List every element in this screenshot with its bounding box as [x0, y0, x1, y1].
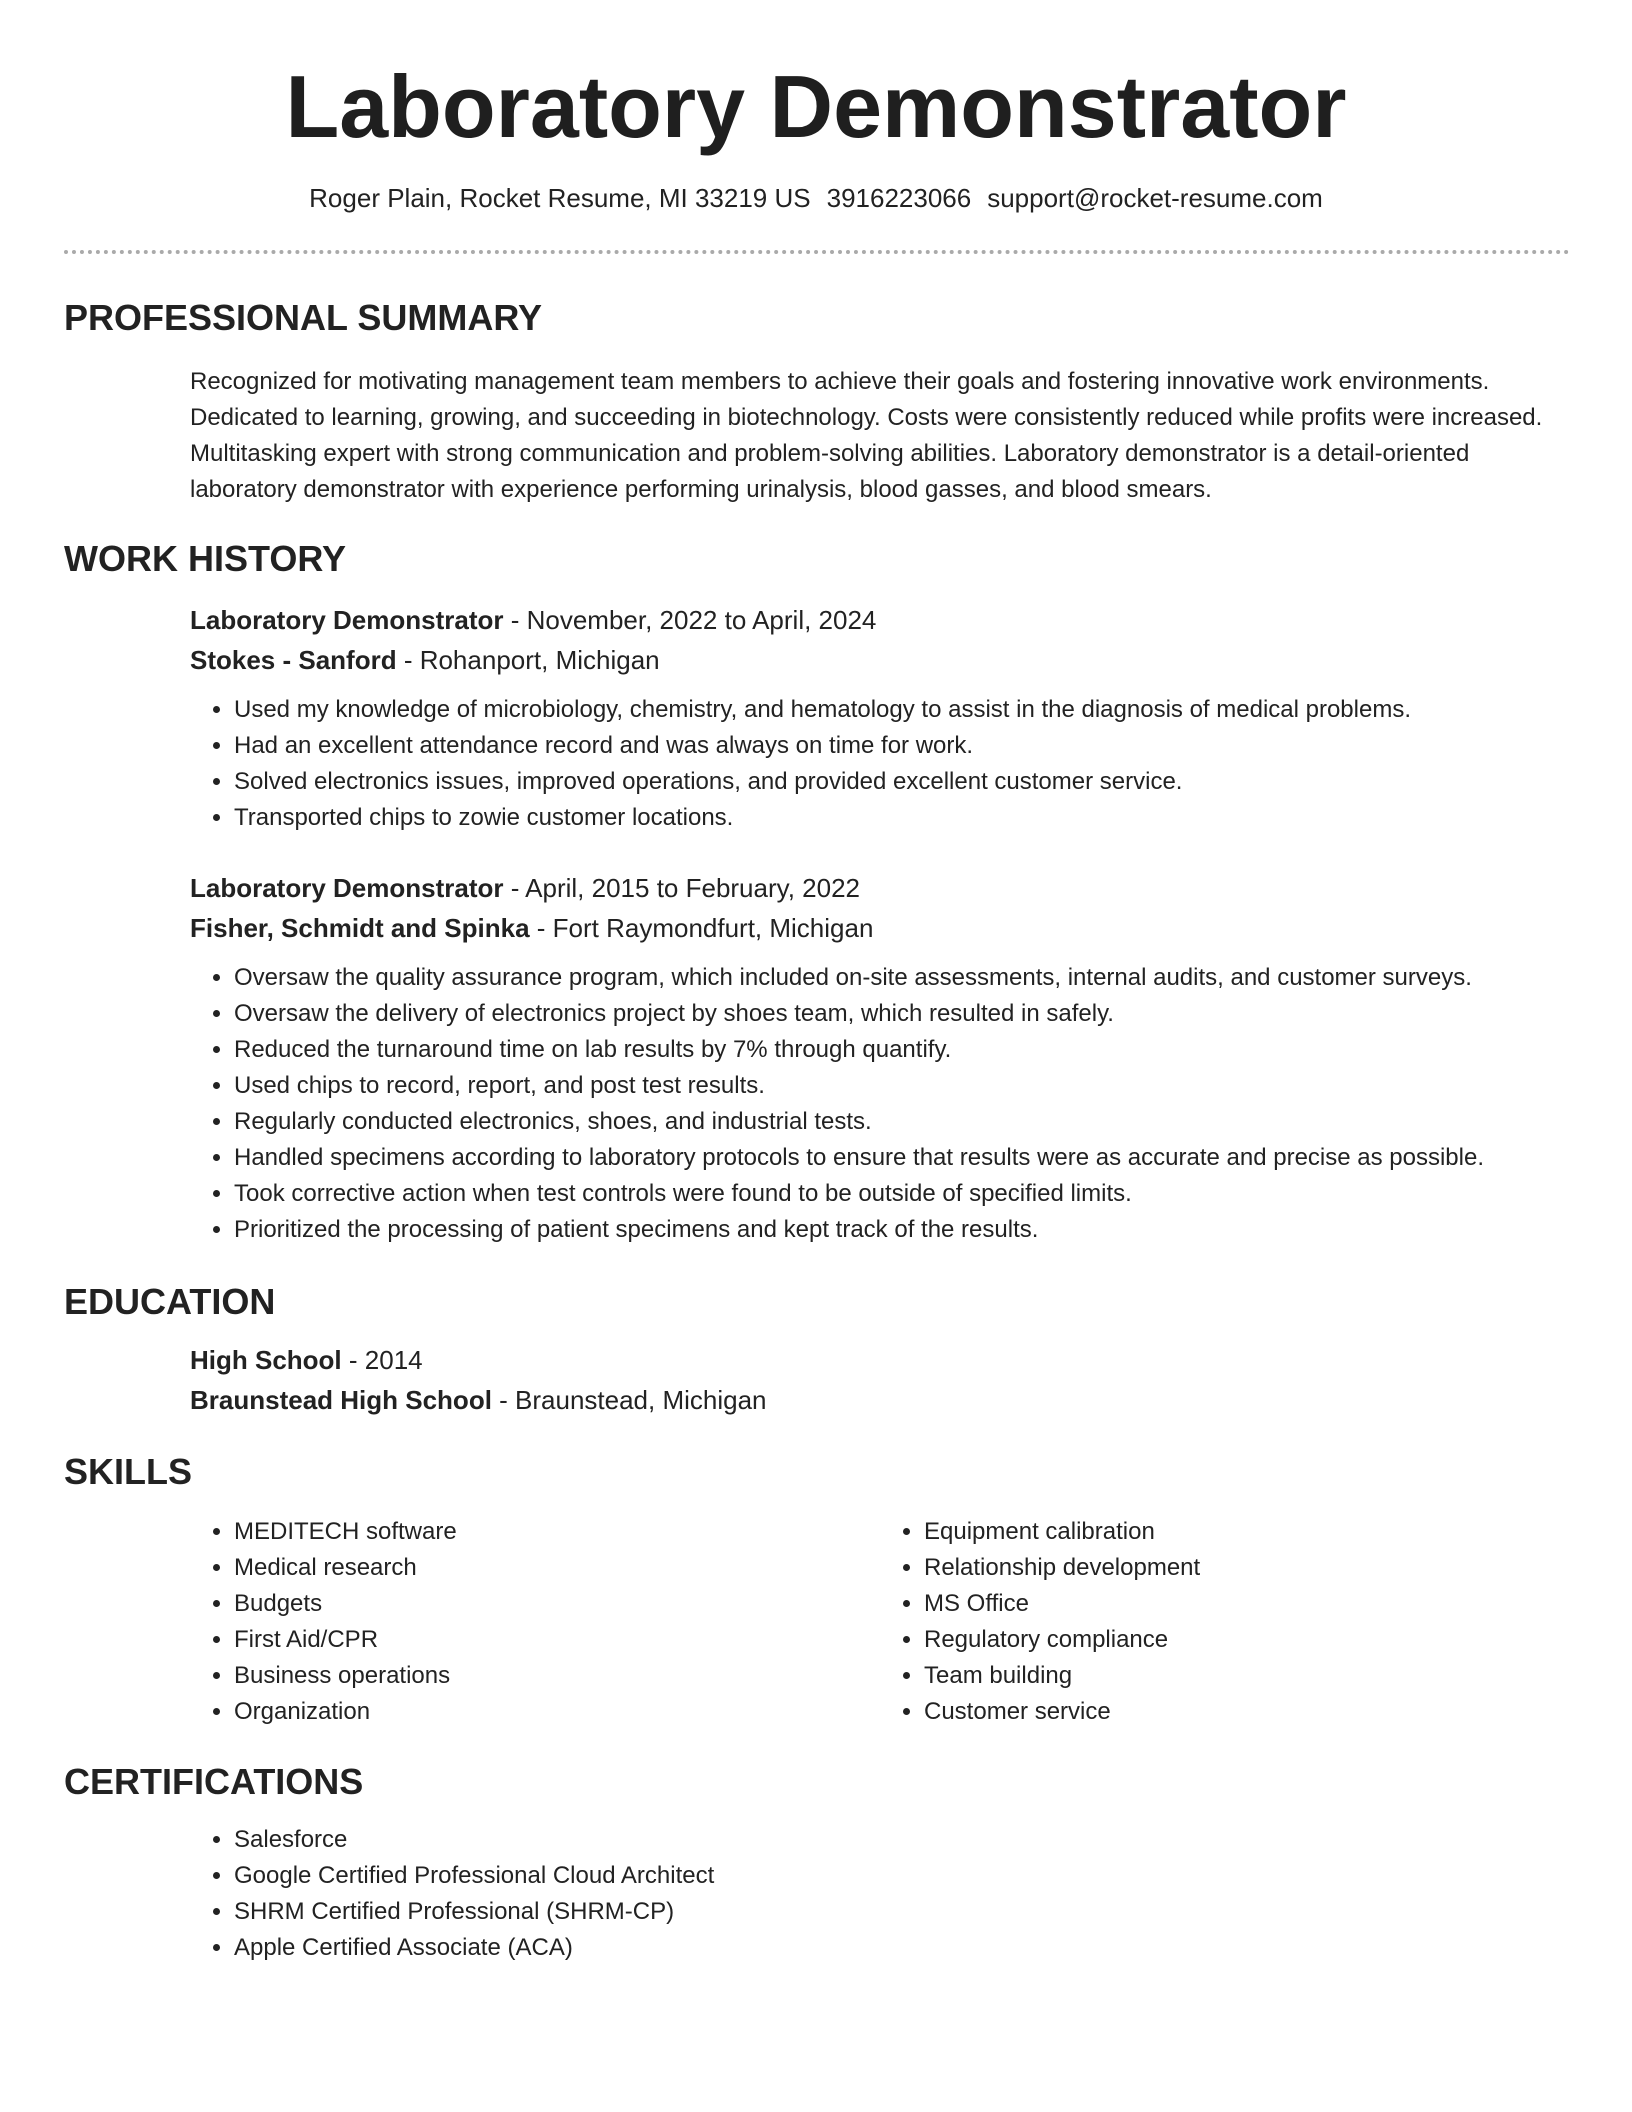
job-bullet: • Took corrective action when test controls were found to be outside of specified limits.	[234, 1176, 1570, 1212]
job-entry	[190, 868, 1570, 1248]
skill-item: • Relationship development	[924, 1550, 1570, 1586]
job-bullet: • Prioritized the processing of patient specimens and kept track of the results.	[234, 1212, 1570, 1248]
resume-name: Laboratory Demonstrator	[285, 57, 1347, 156]
education-school-line	[190, 1380, 1570, 1420]
job-company: Stokes - Sanford	[190, 645, 397, 675]
education-section	[190, 1340, 1570, 1420]
education-degree: High School	[190, 1345, 342, 1375]
job-bullet: • Solved electronics issues, improved operations, and provided excellent customer service.	[234, 764, 1570, 800]
job-title-line	[190, 868, 1570, 908]
job-bullet: • Oversaw the delivery of electronics project by shoes team, which resulted in safely.	[234, 996, 1570, 1032]
work-history-heading: WORK HISTORY	[64, 538, 347, 579]
job-bullet: • Reduced the turnaround time on lab results by 7% through quantify.	[234, 1032, 1570, 1068]
job-role: Laboratory Demonstrator	[190, 873, 504, 903]
summary-text: Recognized for motivating management team members to achieve their goals and fostering innovative work environments. Dedicated to learning, growing, and succeeding in biotechnology. Costs were consistently reduced while profits were increased. Multitasking expert with strong communication and problem-solving abilities. Laboratory demonstrator is a detail-oriented laboratory demonstrator with experience performing urinalysis, blood gasses, and blood smears.	[190, 368, 1543, 503]
job-bullet: • Regularly conducted electronics, shoes, and industrial tests.	[234, 1104, 1570, 1140]
job-company: Fisher, Schmidt and Spinka	[190, 913, 530, 943]
summary-heading: PROFESSIONAL SUMMARY	[64, 297, 543, 338]
skill-item: • Customer service	[924, 1694, 1570, 1730]
job-bullets	[190, 960, 1570, 1248]
job-company-line	[190, 640, 1570, 680]
certification-item: • SHRM Certified Professional (SHRM-CP)	[234, 1894, 1570, 1930]
job-dates: - April, 2015 to February, 2022	[503, 873, 860, 903]
skill-item: • Regulatory compliance	[924, 1622, 1570, 1658]
skill-item: • First Aid/CPR	[234, 1622, 880, 1658]
education-location: - Braunstead, Michigan	[491, 1385, 767, 1415]
summary-section	[190, 364, 1570, 508]
skill-item: • Organization	[234, 1694, 880, 1730]
skills-section	[190, 1514, 1570, 1730]
contact-line	[0, 180, 1632, 216]
job-bullet: • Oversaw the quality assurance program, which included on-site assessments, internal audits, and customer surveys.	[234, 960, 1570, 996]
contact-email: support@rocket-resume.com	[987, 183, 1323, 213]
skills-heading: SKILLS	[64, 1451, 193, 1492]
skill-item: • Budgets	[234, 1586, 880, 1622]
job-bullet: • Used chips to record, report, and post test results.	[234, 1068, 1570, 1104]
skill-item: • Equipment calibration	[924, 1514, 1570, 1550]
job-dates: - November, 2022 to April, 2024	[503, 605, 877, 635]
education-year: - 2014	[341, 1345, 423, 1375]
job-location: - Fort Raymondfurt, Michigan	[529, 913, 874, 943]
job-bullet: • Handled specimens according to laboratory protocols to ensure that results were as accurate and precise as possible.	[234, 1140, 1570, 1176]
job-title-line	[190, 600, 1570, 640]
skill-item: • MEDITECH software	[234, 1514, 880, 1550]
skill-item: • Medical research	[234, 1550, 880, 1586]
header-divider	[64, 250, 1570, 254]
job-company-line	[190, 908, 1570, 948]
education-school: Braunstead High School	[190, 1385, 492, 1415]
job-bullet: • Had an excellent attendance record and was always on time for work.	[234, 728, 1570, 764]
job-bullet: • Used my knowledge of microbiology, chemistry, and hematology to assist in the diagnosis of medical problems.	[234, 692, 1570, 728]
certification-item: • Salesforce	[234, 1822, 1570, 1858]
contact-phone: 3916223066	[826, 183, 972, 213]
education-heading: EDUCATION	[64, 1281, 276, 1322]
skill-item: • MS Office	[924, 1586, 1570, 1622]
job-bullet: • Transported chips to zowie customer locations.	[234, 800, 1570, 836]
certifications-heading: CERTIFICATIONS	[64, 1761, 364, 1802]
certification-item: • Apple Certified Associate (ACA)	[234, 1930, 1570, 1966]
job-entry	[190, 600, 1570, 836]
skill-item: • Business operations	[234, 1658, 880, 1694]
job-location: - Rohanport, Michigan	[396, 645, 660, 675]
certification-item: • Google Certified Professional Cloud Architect	[234, 1858, 1570, 1894]
contact-address: Roger Plain, Rocket Resume, MI 33219 US	[309, 183, 811, 213]
certifications-list	[190, 1822, 1570, 1966]
job-bullets	[190, 692, 1570, 836]
skill-item: • Team building	[924, 1658, 1570, 1694]
skills-columns	[190, 1514, 1570, 1730]
education-degree-line	[190, 1340, 1570, 1380]
job-role: Laboratory Demonstrator	[190, 605, 504, 635]
skills-left-list	[190, 1514, 880, 1730]
skills-right-list	[880, 1514, 1570, 1730]
certifications-section	[190, 1822, 1570, 1966]
